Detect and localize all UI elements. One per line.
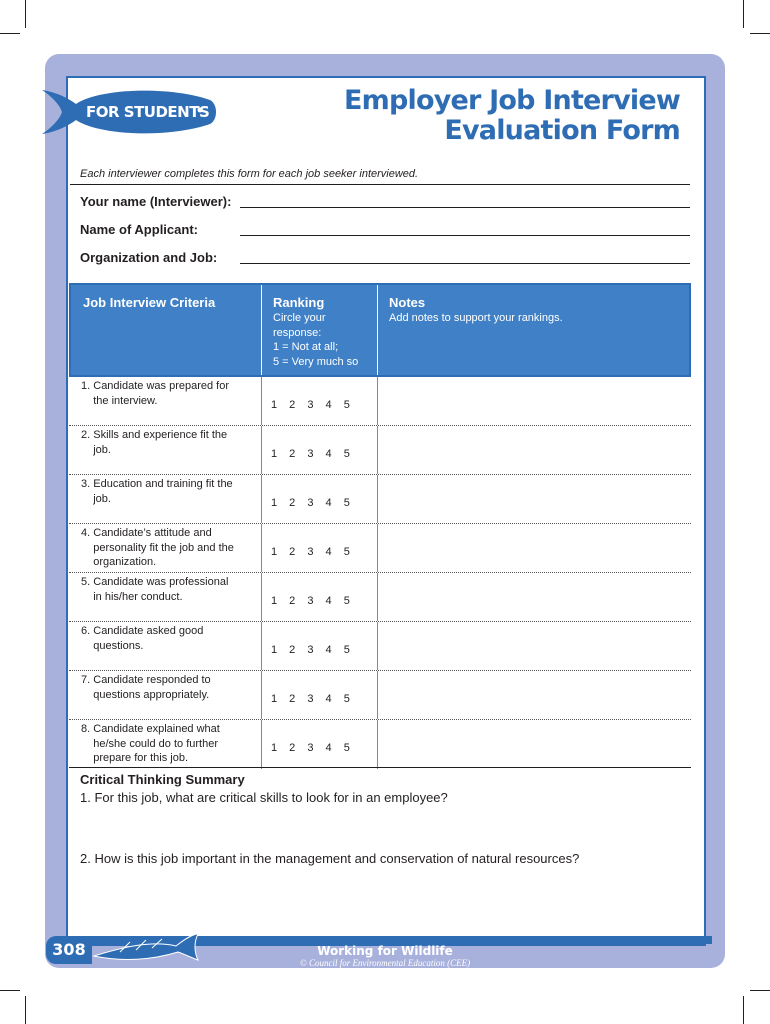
crop-mark [25,996,26,1024]
table-row [69,377,691,426]
column-divider [261,720,262,769]
criterion-text [81,526,261,570]
divider [69,767,691,768]
criterion-line: Candidate responded to [93,674,211,686]
applicant-label: Name of Applicant: [80,222,198,237]
criterion-text [81,673,261,702]
table-row [69,622,691,671]
criterion-text [81,575,261,604]
rank-options[interactable]: 1 2 3 4 5 [271,595,350,607]
table-row [69,671,691,720]
criterion-number: 6. [81,625,91,637]
interviewer-field[interactable] [240,207,690,208]
rank-options[interactable]: 1 2 3 4 5 [271,497,350,509]
column-divider [377,475,378,523]
table-row [69,524,691,573]
rank-options[interactable]: 1 2 3 4 5 [271,644,350,656]
criterion-line: questions appropriately. [93,688,210,701]
criterion-line: Candidate asked good [93,625,204,637]
criterion-line: Candidate explained what [93,723,220,735]
criterion-number: 3. [81,478,91,490]
rank-options[interactable]: 1 2 3 4 5 [271,399,350,411]
page-number: 308 [46,936,92,964]
table-row [69,426,691,475]
criterion-text [81,624,261,653]
criterion-line: job. [93,443,111,456]
column-divider [377,720,378,769]
divider [70,184,690,185]
crop-mark [0,33,20,34]
criterion-line: questions. [93,639,144,652]
column-divider [377,671,378,719]
criterion-text [81,477,261,506]
criterion-line: Candidate was prepared for [93,380,229,392]
column-divider [261,622,262,670]
crop-mark [750,33,770,34]
criterion-line: Candidate’s attitude and [93,527,212,539]
column-divider [261,671,262,719]
ranking-header: Ranking [273,295,325,310]
column-divider [377,622,378,670]
criterion-line: Education and training fit the [93,478,233,490]
title-line-1: Employer Job Interview [344,85,680,116]
ranking-instruction-line: 5 = Very much so [273,355,359,368]
column-divider [261,524,262,572]
criterion-number: 8. [81,723,91,735]
column-divider [377,377,378,425]
criterion-number: 4. [81,527,91,539]
rank-options[interactable]: 1 2 3 4 5 [271,448,350,460]
book-title: Working for Wildlife [317,944,453,958]
column-divider [261,475,262,523]
rank-options[interactable]: 1 2 3 4 5 [271,693,350,705]
criterion-line: the interview. [93,394,158,407]
header-divider [377,285,378,375]
criterion-line: prepare for this job. [93,752,189,764]
table-row [69,573,691,622]
criterion-number: 7. [81,674,91,686]
interviewer-label: Your name (Interviewer): [80,194,232,209]
criterion-number: 1. [81,380,91,392]
crop-mark [743,996,744,1024]
rank-options[interactable]: 1 2 3 4 5 [271,546,350,558]
ranking-instructions [273,311,358,369]
organization-field[interactable] [240,263,690,264]
criteria-header: Job Interview Criteria [83,295,216,310]
ranking-instruction-line: 1 = Not at all; [273,341,339,353]
badge-label: FOR STUDENTS [86,103,210,121]
table-header [69,283,691,377]
column-divider [261,377,262,425]
applicant-field[interactable] [240,235,690,236]
ranking-instruction-line: Circle your [273,312,326,324]
crop-mark [743,0,744,28]
table-row [69,720,691,769]
column-divider [377,426,378,474]
criterion-number: 2. [81,429,91,441]
header-divider [261,285,262,375]
criterion-line: job. [93,492,111,505]
criterion-line: Candidate was professional [93,576,229,588]
title-line-2: Evaluation Form [444,115,680,146]
intro-text: Each interviewer completes this form for each job seeker interviewed. [80,168,419,180]
ranking-instruction-line: response: [273,326,322,339]
crop-mark [0,990,20,991]
notes-instructions: Add notes to support your rankings. [389,312,563,324]
criterion-line: personality fit the job and the [93,541,234,554]
criterion-text [81,428,261,457]
criterion-number: 5. [81,576,91,588]
crop-mark [25,0,26,28]
table-row [69,475,691,524]
column-divider [261,426,262,474]
summary-title: Critical Thinking Summary [80,772,245,787]
column-divider [377,573,378,621]
criterion-line: Skills and experience fit the [93,429,228,441]
column-divider [377,524,378,572]
page-title [344,86,680,146]
crop-mark [750,990,770,991]
criterion-line: organization. [93,556,157,568]
copyright-text: © Council for Environmental Education (CEE) [299,958,471,968]
rank-options[interactable]: 1 2 3 4 5 [271,742,350,754]
criterion-line: he/she could do to further [93,737,218,750]
column-divider [261,573,262,621]
summary-question-2: 2. How is this job important in the management and conservation of natural resources? [80,851,580,866]
organization-label: Organization and Job: [80,250,218,265]
criterion-text [81,722,261,766]
summary-question-1: 1. For this job, what are critical skills to look for in an employee? [80,790,448,805]
criterion-line: in his/her conduct. [93,590,183,603]
notes-header: Notes [389,295,426,310]
criterion-text [81,379,261,408]
